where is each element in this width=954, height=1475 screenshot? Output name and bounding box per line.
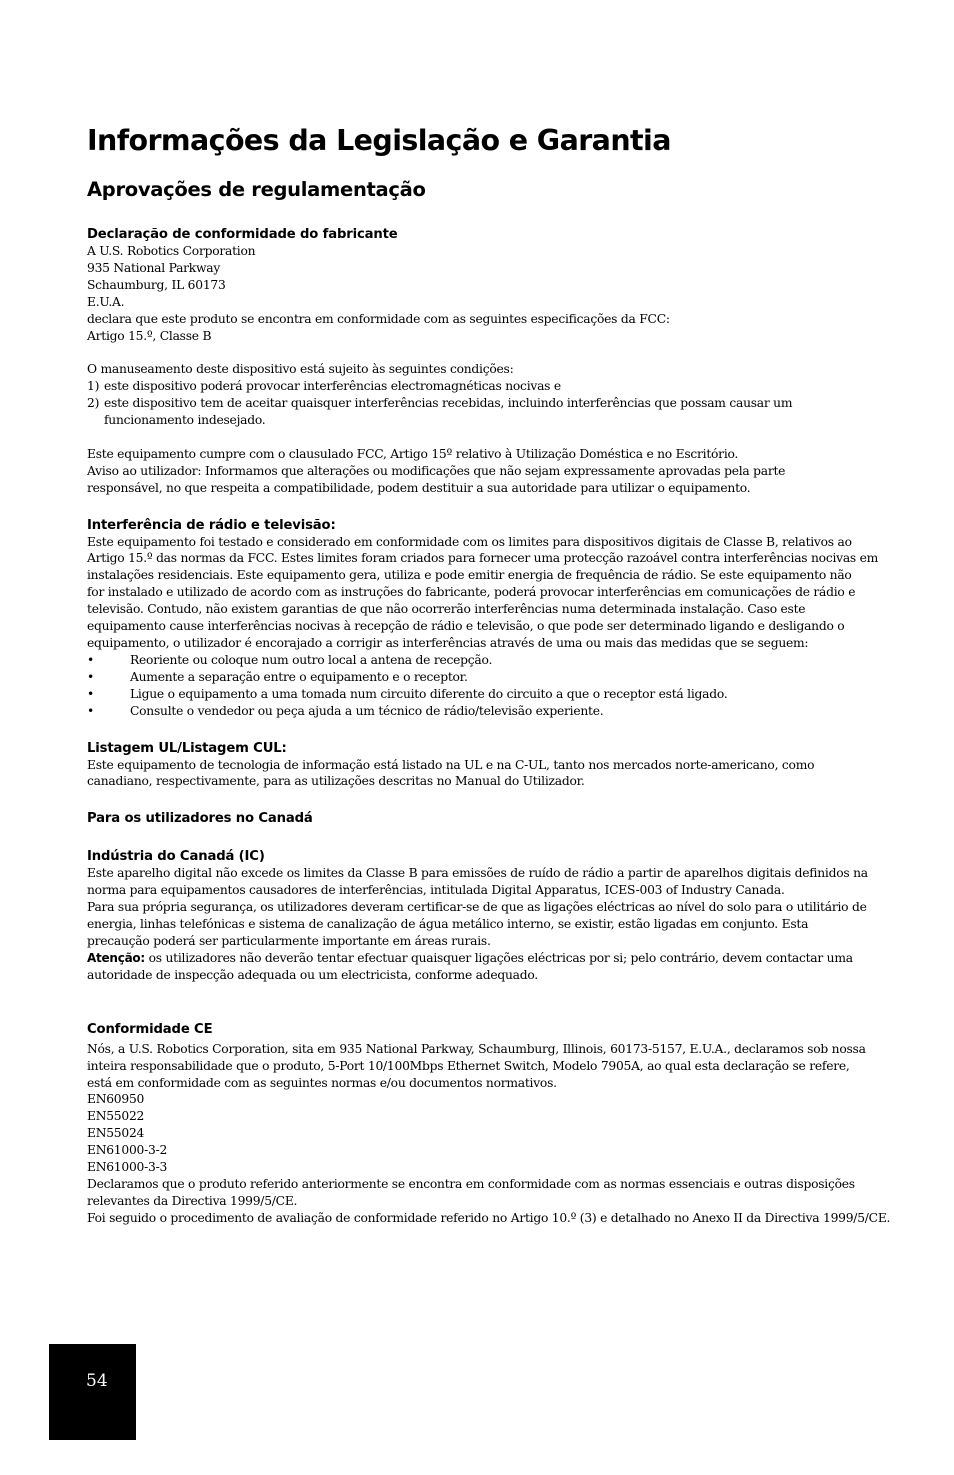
bullet-icon: •	[87, 703, 95, 718]
declaration-heading: Declaração de conformidade do fabricante	[87, 227, 398, 242]
text-line: EN60950	[87, 1092, 145, 1107]
text-line: Este equipamento de tecnologia de informação está listado na UL e na C-UL, tanto nos mercados norte-americano, como	[87, 757, 815, 772]
radio-heading: Interferência de rádio e televisão:	[87, 517, 336, 533]
condition-text: este dispositivo poderá provocar interferências electromagnéticas nocivas e	[104, 379, 561, 394]
text-line: canadiano, respectivamente, para as utilizações descritas no Manual do Utilizador.	[87, 774, 585, 789]
text-line: Schaumburg, IL 60173	[87, 277, 226, 292]
text-line: EN55022	[87, 1109, 145, 1124]
warning-line	[87, 950, 877, 967]
text-line: Para sua própria segurança, os utilizadores deveram certificar-se de que as ligações eléctricas ao nível do solo para o utilitário de	[87, 900, 867, 915]
text-line: relevantes da Directiva 1999/5/CE.	[87, 1193, 298, 1208]
ce-section	[87, 1021, 891, 1227]
text-line: televisão. Contudo, não existem garantias de que não ocorrerão interferências numa determinada instalação. Caso este	[87, 602, 806, 617]
bullet-icon: •	[87, 652, 95, 667]
declaration-body	[87, 243, 877, 497]
list-item	[87, 652, 877, 669]
ic-heading: Indústria do Canadá (IC)	[87, 849, 265, 865]
text-line: A U.S. Robotics Corporation	[87, 244, 256, 258]
ce-body	[87, 1041, 891, 1227]
bullet-icon: •	[87, 686, 95, 701]
page-number-box	[49, 1344, 136, 1440]
radio-body	[87, 534, 877, 720]
text-line: equipamento, o utilizador é encorajado a corrigir as interferências através de uma ou mais das medidas que se seguem:	[87, 636, 809, 650]
text-line: Nós, a U.S. Robotics Corporation, sita em 935 National Parkway, Schaumburg, Illinois, 60173-5157, E.U.A., declaramos sob nossa	[87, 1041, 866, 1056]
radio-section	[87, 517, 877, 720]
ul-heading: Listagem UL/Listagem CUL:	[87, 740, 287, 756]
text-line: autoridade de inspecção adequada ou um electricista, conforme adequado.	[87, 967, 538, 982]
warning-text: os utilizadores não deverão tentar efectuar quaisquer ligações eléctricas por si; pelo contrário, devem contactar uma	[144, 950, 853, 965]
text-line: está em conformidade com as seguintes normas e/ou documentos normativos.	[87, 1075, 557, 1090]
text-line: declara que este produto se encontra em conformidade com as seguintes especificações da FCC:	[87, 311, 670, 326]
text-line: Este equipamento foi testado e considerado em conformidade com os limites para dispositivos digitais de Classe B, relativos ao	[87, 534, 852, 549]
text-line: energia, linhas telefónicas e sistema de canalização de água metálico interno, se existir, estão ligadas em conjunto. Esta	[87, 917, 809, 932]
canada-heading: Para os utilizadores no Canadá	[87, 811, 313, 827]
ul-body	[87, 757, 877, 791]
ul-section	[87, 740, 877, 791]
text-line: equipamento cause interferências nocivas à recepção de rádio e televisão, o que pode ser determinado ligando e desligando o	[87, 619, 845, 634]
list-item	[87, 686, 877, 703]
warning-label: Atenção:	[87, 950, 145, 965]
condition-item	[87, 378, 877, 395]
declaration-section	[87, 226, 877, 497]
text-line: precaução poderá ser particularmente importante em áreas rurais.	[87, 933, 491, 948]
text-line: responsável, no que respeita a compatibilidade, podem destituir a sua autoridade para utilizar o equipamento.	[87, 480, 751, 495]
condition-number: 2)	[87, 396, 100, 411]
condition-text: este dispositivo tem de aceitar quaisquer interferências recebidas, incluindo interferências que possam causar um	[104, 396, 793, 411]
text-line: norma para equipamentos causadores de interferências, intitulada Digital Apparatus, ICES-003 of Industry Canada.	[87, 883, 785, 898]
bullet-icon: •	[87, 669, 95, 684]
text-line: EN55024	[87, 1126, 145, 1141]
conditions-intro: O manuseamento deste dispositivo está sujeito às seguintes condições:	[87, 362, 514, 377]
text-line: for instalado e utilizado de acordo com as instruções do fabricante, poderá provocar interferências em comunicações de rádio e	[87, 585, 856, 600]
text-line: EN61000-3-2	[87, 1143, 168, 1158]
condition-number: 1)	[87, 379, 100, 394]
text-line: EN61000-3-3	[87, 1160, 168, 1175]
ic-body	[87, 865, 877, 983]
list-item	[87, 703, 877, 720]
document-page	[87, 122, 891, 1227]
condition-text: funcionamento indesejado.	[104, 413, 266, 428]
text-line: Este aparelho digital não excede os limites da Classe B para emissões de ruído de rádio a partir de aparelhos digitais definidos na	[87, 866, 868, 881]
list-item-text: Reoriente ou coloque num outro local a antena de recepção.	[130, 652, 493, 667]
list-item-text: Aumente a separação entre o equipamento e o receptor.	[130, 669, 468, 684]
ce-heading: Conformidade CE	[87, 1021, 213, 1037]
page-number: 54	[86, 1371, 108, 1391]
list-item-text: Ligue o equipamento a uma tomada num circuito diferente do circuito a que o receptor está ligado.	[130, 686, 728, 701]
list-item	[87, 669, 877, 686]
text-line: Declaramos que o produto referido anteriormente se encontra em conformidade com as normas essenciais e outras disposições	[87, 1176, 855, 1191]
text-line: Artigo 15.º das normas da FCC. Estes limites foram criados para fornecer uma protecção razoável contra interferências nocivas em	[87, 551, 879, 566]
text-line: E.U.A.	[87, 294, 125, 309]
condition-item	[87, 395, 877, 429]
section-title: Aprovações de regulamentação	[87, 178, 426, 201]
text-line: Aviso ao utilizador: Informamos que alterações ou modificações que não sejam expressamente aprovadas pela parte	[87, 463, 786, 478]
text-line: Foi seguido o procedimento de avaliação de conformidade referido no Artigo 10.º (3) e detalhado no Anexo II da Directiva 1999/5/CE.	[87, 1210, 891, 1225]
list-item-text: Consulte o vendedor ou peça ajuda a um técnico de rádio/televisão experiente.	[130, 703, 604, 718]
canada-section	[87, 810, 877, 983]
text-line: inteira responsabilidade que o produto, 5-Port 10/100Mbps Ethernet Switch, Modelo 7905A, ao qual esta declaração se refere,	[87, 1058, 850, 1073]
page-title: Informações da Legislação e Garantia	[87, 124, 671, 157]
text-line: 935 National Parkway	[87, 260, 221, 275]
text-line: Artigo 15.º, Classe B	[87, 328, 212, 343]
text-line: instalações residenciais. Este equipamento gera, utiliza e pode emitir energia de frequência de rádio. Se este equipamento não	[87, 568, 852, 583]
text-line: Este equipamento cumpre com o clausulado FCC, Artigo 15º relativo à Utilização Doméstica e no Escritório.	[87, 446, 739, 461]
